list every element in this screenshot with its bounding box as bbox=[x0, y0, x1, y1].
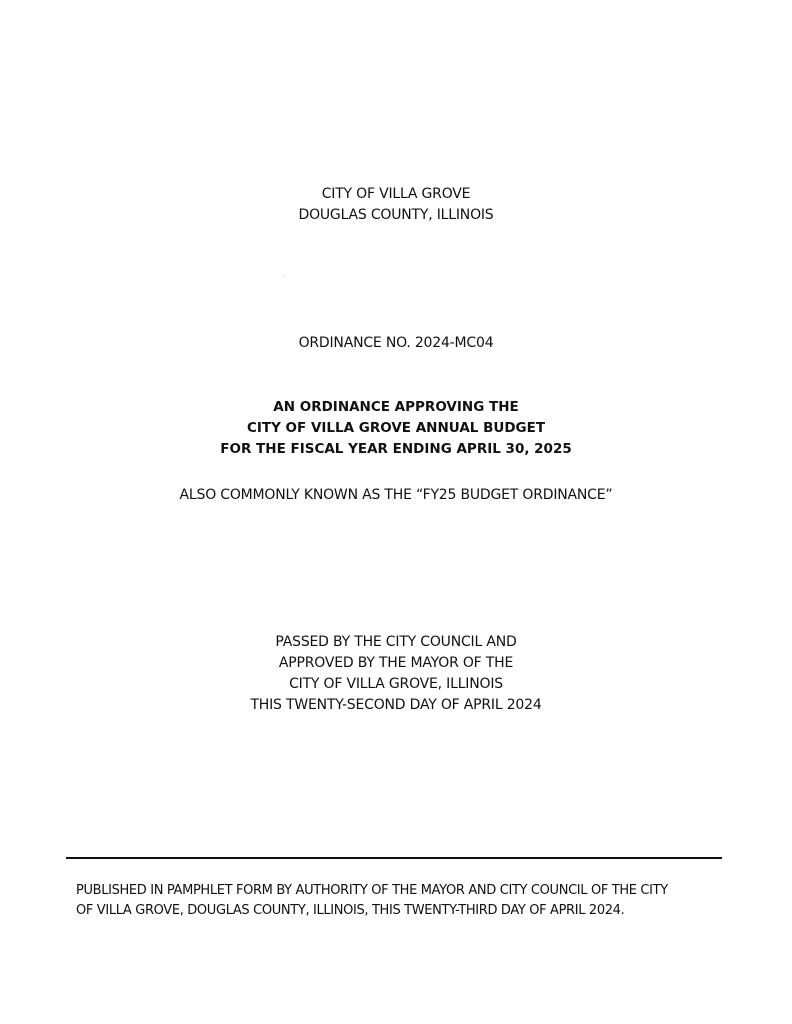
publication-line-1: PUBLISHED IN PAMPHLET FORM BY AUTHORITY OF THE MAYOR AND CITY COUNCIL OF THE CITY bbox=[76, 883, 668, 898]
horizontal-rule bbox=[66, 857, 722, 859]
title-line-1: AN ORDINANCE APPROVING THE bbox=[273, 399, 519, 415]
scan-speck bbox=[284, 275, 285, 276]
publication-notice bbox=[76, 881, 726, 921]
passage-line-1: PASSED BY THE CITY COUNCIL AND bbox=[275, 634, 517, 650]
city-name: CITY OF VILLA GROVE bbox=[321, 186, 471, 202]
ordinance-title bbox=[0, 397, 792, 460]
county-state: DOUGLAS COUNTY, ILLINOIS bbox=[298, 207, 494, 223]
title-line-3: FOR THE FISCAL YEAR ENDING APRIL 30, 2025 bbox=[220, 441, 572, 457]
title-line-2: CITY OF VILLA GROVE ANNUAL BUDGET bbox=[246, 420, 546, 436]
ordinance-common-name bbox=[0, 485, 792, 506]
jurisdiction-heading bbox=[0, 184, 792, 226]
passage-line-3: CITY OF VILLA GROVE, ILLINOIS bbox=[289, 676, 503, 692]
common-name-text: ALSO COMMONLY KNOWN AS THE “FY25 BUDGET ORDINANCE” bbox=[179, 487, 613, 503]
passage-line-2: APPROVED BY THE MAYOR OF THE bbox=[278, 655, 514, 671]
passage-line-4: THIS TWENTY-SECOND DAY OF APRIL 2024 bbox=[250, 697, 542, 713]
passage-statement bbox=[0, 632, 792, 716]
ordinance-number-text: ORDINANCE NO. 2024-MC04 bbox=[298, 335, 494, 351]
publication-line-2: OF VILLA GROVE, DOUGLAS COUNTY, ILLINOIS, THIS TWENTY-THIRD DAY OF APRIL 2024. bbox=[76, 903, 625, 918]
ordinance-number bbox=[0, 333, 792, 354]
